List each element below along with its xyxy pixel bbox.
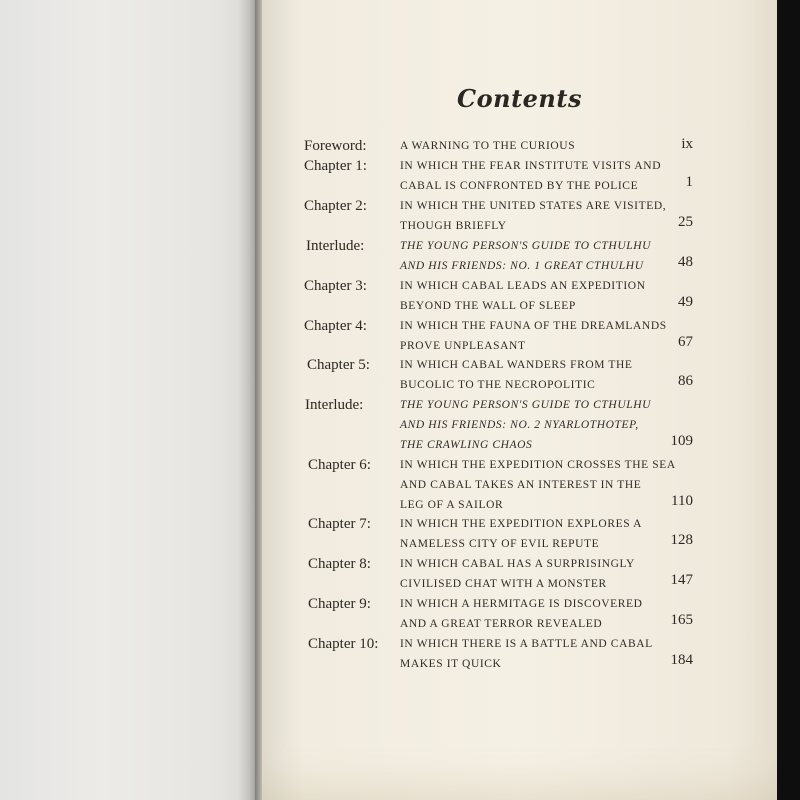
toc-entry-page-number: 147 bbox=[670, 572, 693, 588]
toc-entry-page-number: 110 bbox=[671, 493, 693, 509]
toc-entry-label: Chapter 7: bbox=[308, 516, 371, 532]
toc-entry-page-number: 128 bbox=[670, 532, 693, 548]
toc-entry-title-line: THE YOUNG PERSON'S GUIDE TO CTHULHU bbox=[400, 399, 652, 411]
toc-entry-title-line: NAMELESS CITY OF EVIL REPUTE bbox=[400, 538, 600, 550]
toc-entry-label: Chapter 2: bbox=[304, 198, 367, 214]
toc-entry-title-line: MAKES IT QUICK bbox=[400, 658, 502, 670]
toc-entry-page-number: 1 bbox=[685, 174, 693, 190]
toc-entry-title-line: THE YOUNG PERSON'S GUIDE TO CTHULHU bbox=[400, 240, 652, 252]
toc-entry-title-line: IN WHICH THE FAUNA OF THE DREAMLANDS bbox=[400, 320, 667, 332]
toc-entry-label: Chapter 1: bbox=[304, 158, 367, 174]
toc-entry-page-number: ix bbox=[681, 136, 693, 152]
toc-entry-label: Chapter 9: bbox=[308, 596, 371, 612]
toc-entry-title-line: THOUGH BRIEFLY bbox=[400, 220, 507, 232]
left-page bbox=[0, 0, 255, 800]
toc-entry-label: Chapter 8: bbox=[308, 556, 371, 572]
toc-entry-label: Chapter 3: bbox=[304, 278, 367, 294]
toc-entry-title-line: IN WHICH CABAL WANDERS FROM THE bbox=[400, 359, 633, 371]
toc-entry-page-number: 48 bbox=[678, 254, 693, 270]
toc-entry-label: Interlude: bbox=[305, 397, 364, 413]
right-page bbox=[262, 0, 777, 800]
toc-entry-title-line: AND A GREAT TERROR REVEALED bbox=[400, 618, 603, 630]
toc-entry-title-line: IN WHICH CABAL HAS A SURPRISINGLY bbox=[400, 558, 635, 570]
toc-entry-title-line: IN WHICH THERE IS A BATTLE AND CABAL bbox=[400, 638, 653, 650]
toc-entry-title-line: A WARNING TO THE CURIOUS bbox=[400, 140, 576, 152]
toc-entry-title-line: BEYOND THE WALL OF SLEEP bbox=[400, 300, 576, 312]
toc-entry-title-line: CIVILISED CHAT WITH A MONSTER bbox=[400, 578, 607, 590]
toc-entry-title-line: CABAL IS CONFRONTED BY THE POLICE bbox=[400, 180, 639, 192]
toc-entry-page-number: 165 bbox=[670, 612, 693, 628]
toc-entry-label: Foreword: bbox=[304, 138, 367, 154]
toc-entry-title-line: IN WHICH CABAL LEADS AN EXPEDITION bbox=[400, 280, 646, 292]
toc-entry-page-number: 67 bbox=[678, 334, 693, 350]
toc-entry-label: Chapter 6: bbox=[308, 457, 371, 473]
table-of-contents bbox=[262, 0, 777, 800]
toc-entry-page-number: 86 bbox=[678, 373, 693, 389]
contents-heading: Contents bbox=[457, 84, 582, 113]
toc-entry-title-line: AND HIS FRIENDS: NO. 2 NYARLOTHOTEP, bbox=[400, 419, 639, 431]
toc-entry-title-line: LEG OF A SAILOR bbox=[400, 499, 504, 511]
toc-entry-title-line: AND CABAL TAKES AN INTEREST IN THE bbox=[400, 479, 642, 491]
toc-entry-page-number: 49 bbox=[678, 294, 693, 310]
toc-entry-page-number: 25 bbox=[678, 214, 693, 230]
toc-entry-title-line: THE CRAWLING CHAOS bbox=[400, 439, 533, 451]
toc-entry-label: Chapter 5: bbox=[307, 357, 370, 373]
toc-entry-label: Chapter 4: bbox=[304, 318, 367, 334]
toc-entry-title-line: IN WHICH THE EXPEDITION EXPLORES A bbox=[400, 518, 642, 530]
toc-entry-page-number: 184 bbox=[670, 652, 693, 668]
toc-entry-title-line: IN WHICH THE EXPEDITION CROSSES THE SEA bbox=[400, 459, 676, 471]
toc-entry-title-line: IN WHICH A HERMITAGE IS DISCOVERED bbox=[400, 598, 643, 610]
toc-entry-label: Interlude: bbox=[306, 238, 365, 254]
left-page-edge bbox=[238, 0, 256, 800]
toc-entry-title-line: BUCOLIC TO THE NECROPOLITIC bbox=[400, 379, 596, 391]
toc-entry-title-line: AND HIS FRIENDS: NO. 1 GREAT CTHULHU bbox=[400, 260, 644, 272]
toc-entry-label: Chapter 10: bbox=[308, 636, 379, 652]
toc-entry-title-line: IN WHICH THE FEAR INSTITUTE VISITS AND bbox=[400, 160, 662, 172]
toc-entry-title-line: IN WHICH THE UNITED STATES ARE VISITED, bbox=[400, 200, 667, 212]
toc-entry-page-number: 109 bbox=[670, 433, 693, 449]
toc-entry-title-line: PROVE UNPLEASANT bbox=[400, 340, 526, 352]
